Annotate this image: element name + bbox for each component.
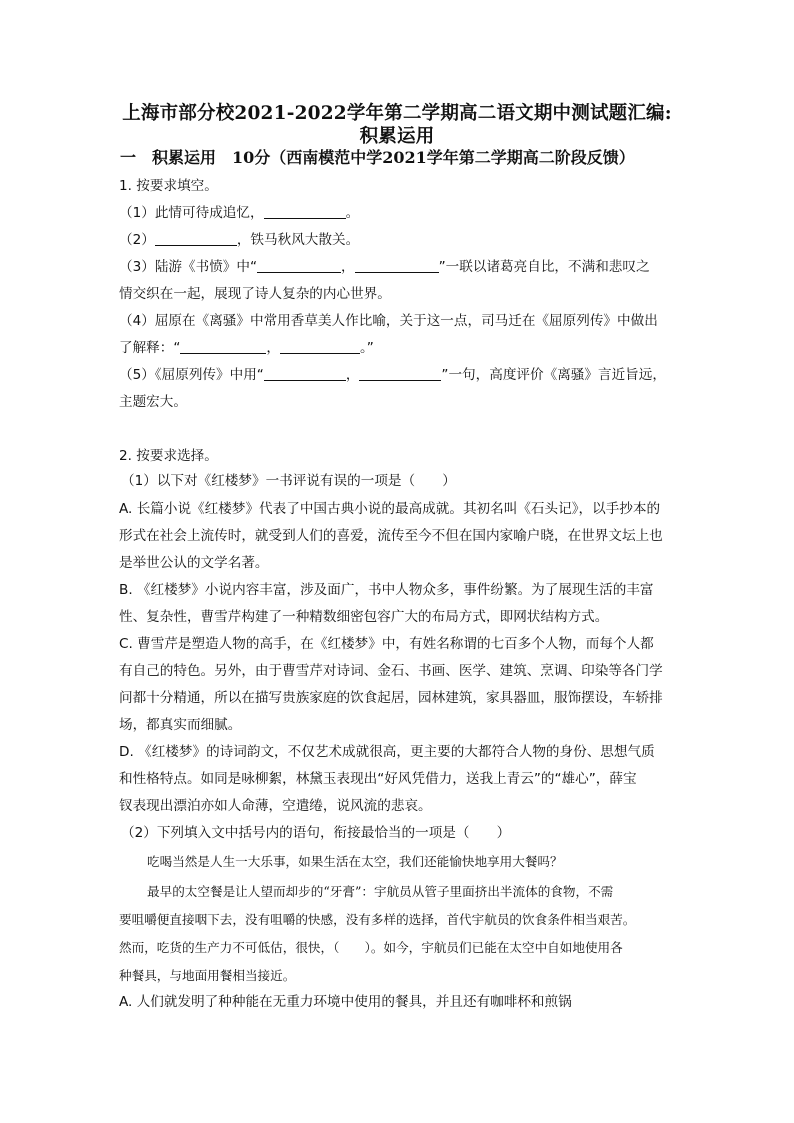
blank-line xyxy=(180,339,266,354)
document-title: 上海市部分校2021-2022学年第二学期高二语文期中测试题汇编: xyxy=(122,103,672,124)
q1-item-3 xyxy=(119,258,650,276)
option-d-line: 和性格特点。如同是咏柳絮，林黛玉表现出“好风凭借力，送我上青云”的“雄心”，薛宝 xyxy=(119,771,637,787)
blank-line xyxy=(280,339,360,354)
passage-line: 最早的太空餐是让人望而却步的“牙膏”：宇航员从管子里面挤出半流体的食物，不需 xyxy=(147,884,614,899)
q1-item-4-sep: ， xyxy=(266,340,281,356)
q1-item-3-line2: 情交织在一起，展现了诗人复杂的内心世界。 xyxy=(119,286,391,302)
q1-item-5-line2: 主题宏大。 xyxy=(119,394,187,410)
passage-line: 种餐具，与地面用餐相当接近。 xyxy=(119,968,296,983)
q1-item-3-sep: ， xyxy=(341,259,355,275)
blank-line xyxy=(264,204,346,219)
document-subtitle: 积累运用 xyxy=(359,126,435,147)
q1-item-4-text: 了解释：“ xyxy=(119,340,181,356)
option-a-line: 是举世公认的文学名著。 xyxy=(119,555,269,571)
q1-item-5-text: （5）《屈原列传》中用“ xyxy=(119,367,264,383)
option-c-line: 问都十分精通，所以在描写贵族家庭的饮食起居，园林建筑，家具器皿，服饰摆设，车轿排 xyxy=(119,690,663,706)
option-c-line: 有自己的特色。另外，由于曹雪芹对诗词、金石、书画、医学、建筑、烹调、印染等各门学 xyxy=(119,663,663,679)
blank-line xyxy=(355,258,439,273)
option-a-line: A. 长篇小说《红楼梦》代表了中国古典小说的最高成就。其初名叫《石头记》，以手抄本的 xyxy=(119,501,661,517)
q1-item-3-text: （3）陆游《书愤》中“ xyxy=(119,259,258,275)
q2-sub-2: （2）下列填入文中括号内的语句，衔接最恰当的一项是（ ） xyxy=(121,825,511,841)
option-c-line: 场，都真实而细腻。 xyxy=(119,717,242,733)
q1-item-2-end: ，铁马秋风大散关。 xyxy=(236,232,360,248)
q1-item-4-line2 xyxy=(119,339,374,357)
q1-item-3-end: ”一联以诸葛亮自比，不满和悲叹之 xyxy=(438,259,650,275)
q1-item-1-text: （1）此情可待成追忆， xyxy=(119,205,264,221)
blank-line xyxy=(264,366,346,381)
q1-item-5-sep: ， xyxy=(345,367,360,383)
option-c-line: C. 曹雪芹是塑造人物的高手，在《红楼梦》中，有姓名称谓的七百多个人物，而每个人都 xyxy=(119,636,654,652)
passage-line: 要咀嚼便直接咽下去，没有咀嚼的快感，没有多样的选择，首代宇航员的饮食条件相当艰苦。 xyxy=(119,912,636,927)
option-d-line: D. 《红楼梦》的诗词韵文，不仅艺术成就很高，更主要的大都符合人物的身份、思想气质 xyxy=(119,744,655,760)
blank-line xyxy=(155,231,237,246)
option-a-line: 形式在社会上流传时，就受到人们的喜爱，流传至今不但在国内家喻户晓，在世界文坛上也 xyxy=(119,528,663,544)
passage-line: 然而，吃货的生产力不可低估，很快，（ ）。如今，宇航员们已能在太空中自如地使用各 xyxy=(119,940,623,955)
q1-item-5-end: ”一句，高度评价《离骚》言近旨远， xyxy=(441,367,666,383)
answer-a-line: A. 人们就发明了种种能在无重力环境中使用的餐具，并且还有咖啡杯和煎锅 xyxy=(119,994,572,1010)
q1-item-2 xyxy=(119,231,359,249)
q2-stem: 2. 按要求选择。 xyxy=(119,448,218,464)
q1-item-1-end: 。 xyxy=(345,205,360,221)
q1-item-5 xyxy=(119,366,666,384)
q1-item-4-end: 。” xyxy=(360,340,374,356)
q2-sub-1: （1）以下对《红楼梦》一书评说有误的一项是（ ） xyxy=(121,473,456,489)
blank-line xyxy=(257,258,341,273)
blank-line xyxy=(359,366,441,381)
q1-stem: 1. 按要求填空。 xyxy=(119,178,218,194)
q1-item-1 xyxy=(119,204,359,222)
q1-item-2-text: （2） xyxy=(119,232,155,248)
option-b-line: B. 《红楼梦》小说内容丰富，涉及面广，书中人物众多，事件纷繁。为了展现生活的丰富 xyxy=(119,582,654,598)
option-b-line: 性、复杂性，曹雪芹构建了一种精数细密包容广大的布局方式，即网状结构方式。 xyxy=(119,609,609,625)
section-heading: 一 积累运用 10分（西南模范中学2021学年第二学期高二阶段反馈） xyxy=(120,148,635,167)
option-d-line: 钗表现出漂泊亦如人命薄，空遣绻，说风流的悲哀。 xyxy=(119,798,432,814)
q1-item-4: （4）屈原在《离骚》中常用香草美人作比喻，关于这一点，司马迁在《屈原列传》中做出 xyxy=(119,313,658,329)
passage-line: 吃喝当然是人生一大乐事，如果生活在太空，我们还能愉快地享用大餐吗？ xyxy=(147,854,563,869)
